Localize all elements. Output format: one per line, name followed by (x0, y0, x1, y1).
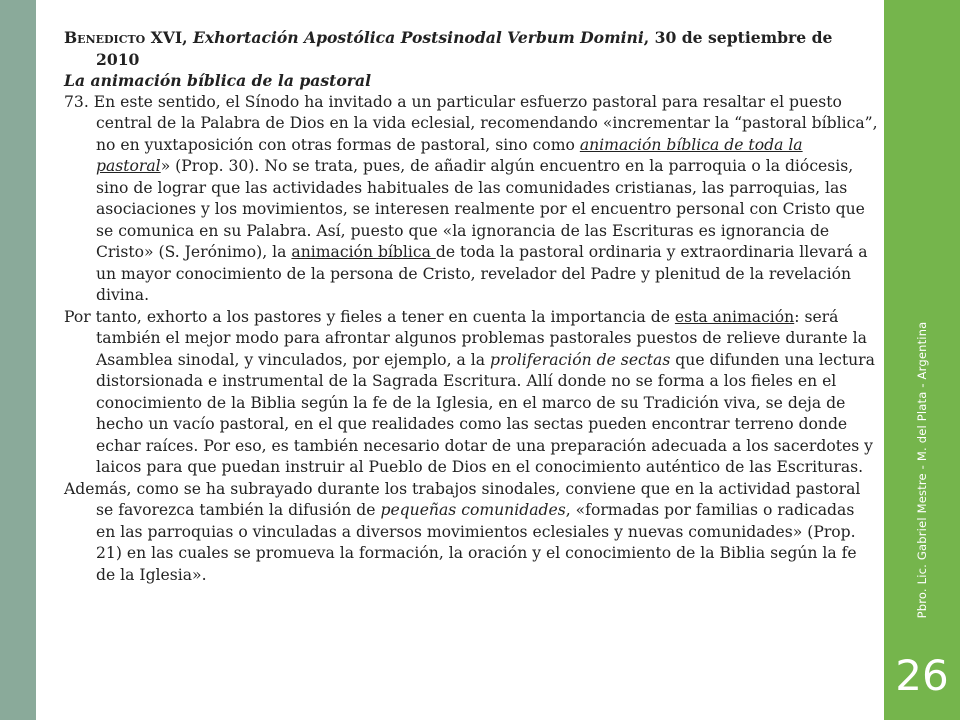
p1-text-2: » (Prop. 30). No se trata, pues, de añadir algún encuentro en la parroquia o la diócesis, sino de lograr que las actividades habituales de las comunidades cristianas, las parroquias, las asociaciones y los movimientos, se interesen realmente por el encuentro personal con Cristo que se comunica en su Palabra. Así, puesto que «la ignorancia de las Escrituras es ignorancia de Cristo» (S. Jerónimo), la (96, 157, 865, 261)
document-title (64, 27, 878, 70)
author-name: Benedicto (64, 28, 146, 47)
p2-emphasis-1: esta animación (674, 307, 795, 326)
paragraph-exhortation (64, 307, 878, 479)
p2-text-2: : será también el mejor modo para afrontar algunos problemas pastorales puestos de relieve durante la Asamblea sinodal, y vinculados, por ejemplo, a la (96, 307, 867, 369)
left-accent-bar (0, 0, 36, 720)
work-title: Exhortación Apostólica Postsinodal Verbum Domini (193, 28, 644, 47)
author-caption: Pbro. Lic. Gabriel Mestre - M. del Plata - Argentina (915, 321, 929, 619)
p1-emphasis-2: animación bíblica (291, 243, 436, 261)
paragraph-73 (64, 92, 878, 307)
p1-text-3: de toda la pastoral ordinaria y extraordinaria llevará a un mayor conocimiento de la persona de Cristo, revelador del Padre y plenitud de la revelación divina. (96, 243, 868, 304)
p3-text-2: , «formadas por familias o radicadas en las parroquias o vinculadas a diversos movimientos eclesiales y nuevas comunidades» (Prop. 21) en las cuales se promueva la formación, la oración y el conocimiento de la Biblia según la fe de la Iglesia». (96, 501, 857, 584)
paragraph-communities (64, 479, 878, 587)
section-subtitle: La animación bíblica de la pastoral (64, 71, 372, 90)
publication-date: , 30 de septiembre de 2010 (96, 28, 833, 69)
p2-emphasis-2: proliferación de sectas (489, 350, 671, 369)
author-roman: XVI, (145, 28, 193, 47)
p1-text-1: 73. En este sentido, el Sínodo ha invitado a un particular esfuerzo pastoral para resaltar el puesto central de la Palabra de Dios en la vida eclesial, recomendando «incrementar la “pastoral bíblica”, no en yuxtaposición con otras formas de pastoral, sino como (64, 92, 878, 154)
p3-emphasis-1: pequeñas comunidades (380, 501, 566, 519)
p3-text-1: Además, como se ha subrayado durante los trabajos sinodales, conviene que en la actividad pastoral se favorezca también la difusión de (64, 479, 861, 519)
p1-emphasis-1: animación bíblica de toda la pastoral (96, 135, 803, 175)
p2-text-3: que difunden una lectura distorsionada e instrumental de la Sagrada Escritura. Allí donde no se forma a los fieles en el conocimiento de la Biblia según la fe de la Iglesia, en el marco de su Tradición viva, se deja de hecho un vacío pastoral, en el que realidades como las sectas pueden encontrar terreno donde echar raíces. Por eso, es también necesario dotar de una preparación adecuada a los sacerdotes y laicos para que puedan instruir al Pueblo de Dios en el conocimiento auténtico de las Escrituras. (96, 350, 875, 476)
p2-text-1: Por tanto, exhorto a los pastores y fieles a tener en cuenta la importancia de (64, 307, 675, 326)
slide-content (64, 27, 878, 586)
page-number: 26 (895, 651, 949, 700)
